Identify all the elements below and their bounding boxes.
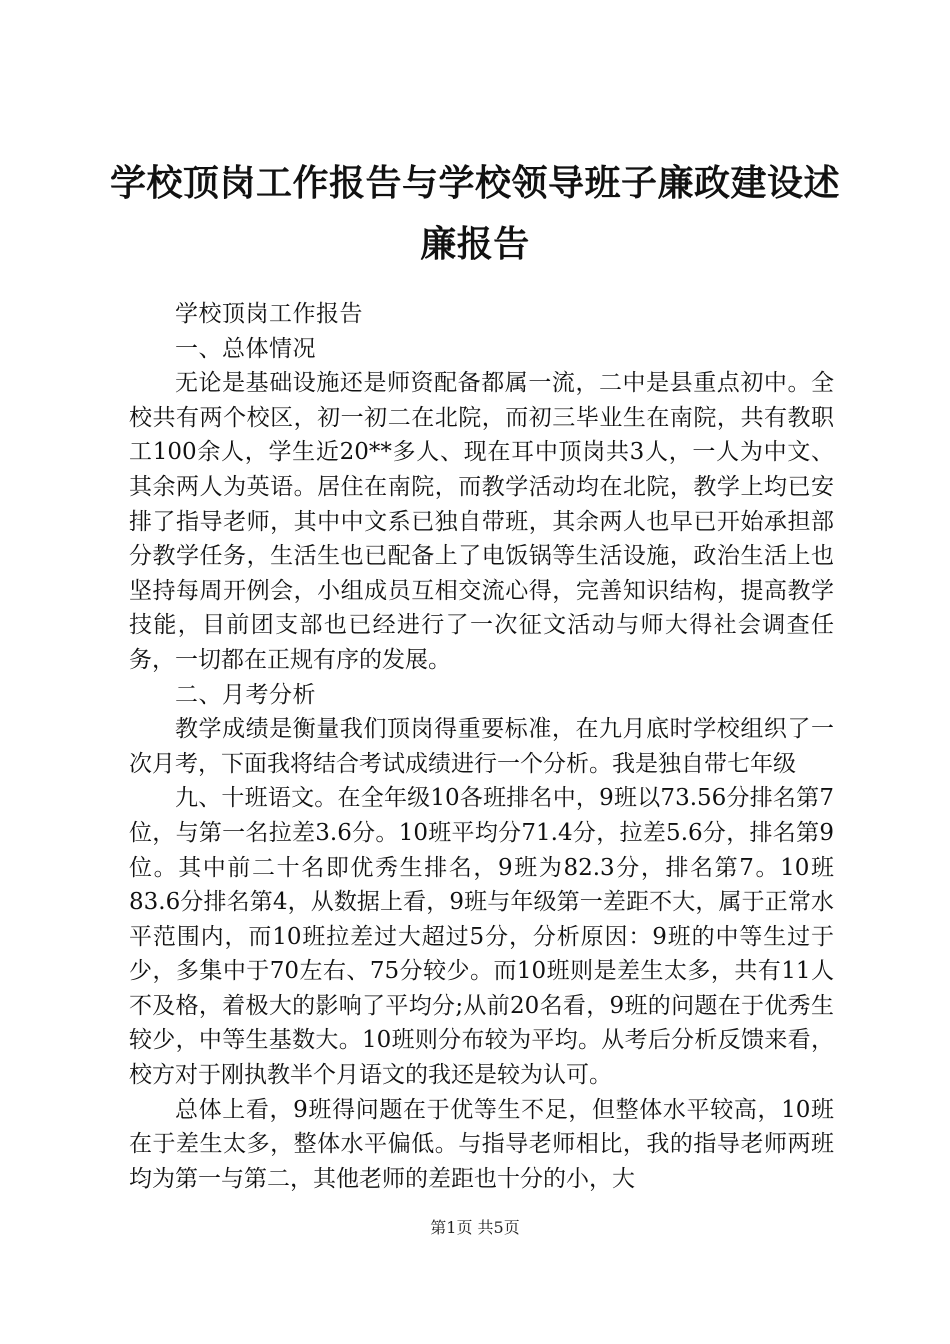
document-title-line-1: 学校顶岗工作报告与学校领导班子廉政建设述 <box>109 162 840 204</box>
paragraph-exam-intro: 教学成绩是衡量我们顶岗得重要标准，在九月底时学校组织了一次月考，下面我将结合考试成绩进行一个分析。我是独自带七年级 <box>129 716 834 777</box>
paragraph-summary: 总体上看，9班得问题在于优等生不足，但整体水平较高，10班在于差生太多，整体水平偏低。与指导老师相比，我的指导老师两班均为第一与第二，其他老师的差距也十分的小，大 <box>129 1096 834 1192</box>
section-heading-overview: 一、总体情况 <box>175 335 316 362</box>
section-title: 学校顶岗工作报告 <box>175 301 363 327</box>
document-body <box>129 297 834 1196</box>
paragraph-overview: 无论是基础设施还是师资配备都属一流，二中是县重点初中。全校共有两个校区，初一初二在北院，而初三毕业生在南院，共有教职工100余人，学生近20**多人、现在耳中顶岗共3人，一人为中文、其余两人为英语。居住在南院，而教学活动均在北院，教学上均已安排了指导老师，其中中文系已独自带班，其余两人也早已开始承担部分教学任务，生活生也已配备上了电饭锅等生活设施，政治生活上也坚持每周开例会，小组成员互相交流心得，完善知识结构，提高教学技能，目前团支部也已经进行了一次征文活动与师大得社会调查任务，一切都在正规有序的发展。 <box>129 370 834 673</box>
document-title-line-2: 廉报告 <box>420 223 530 265</box>
section-heading-exam-analysis: 二、月考分析 <box>175 681 316 708</box>
page-footer: 第1页 共5页 <box>430 1218 520 1237</box>
paragraph-class-scores: 九、十班语文。在全年级10各班排名中，9班以73.56分排名第7位，与第一名拉差3.6分。10班平均分71.4分，拉差5.6分，排名第9位。其中前二十名即优秀生排名，9班为82.3分，排名第7。10班83.6分排名第4，从数据上看，9班与年级第一差距不大，属于正常水平范围内，而10班拉差过大超过5分，分析原因：9班的中等生过于少，多集中于70左右、75分较少。而10班则是差生太多，共有11人不及格，着极大的影响了平均分;从前20名看，9班的问题在于优秀生较少，中等生基数大。10班则分布较为平均。从考后分析反馈来看，校方对于刚执教半个月语文的我还是较为认可。 <box>129 785 834 1089</box>
